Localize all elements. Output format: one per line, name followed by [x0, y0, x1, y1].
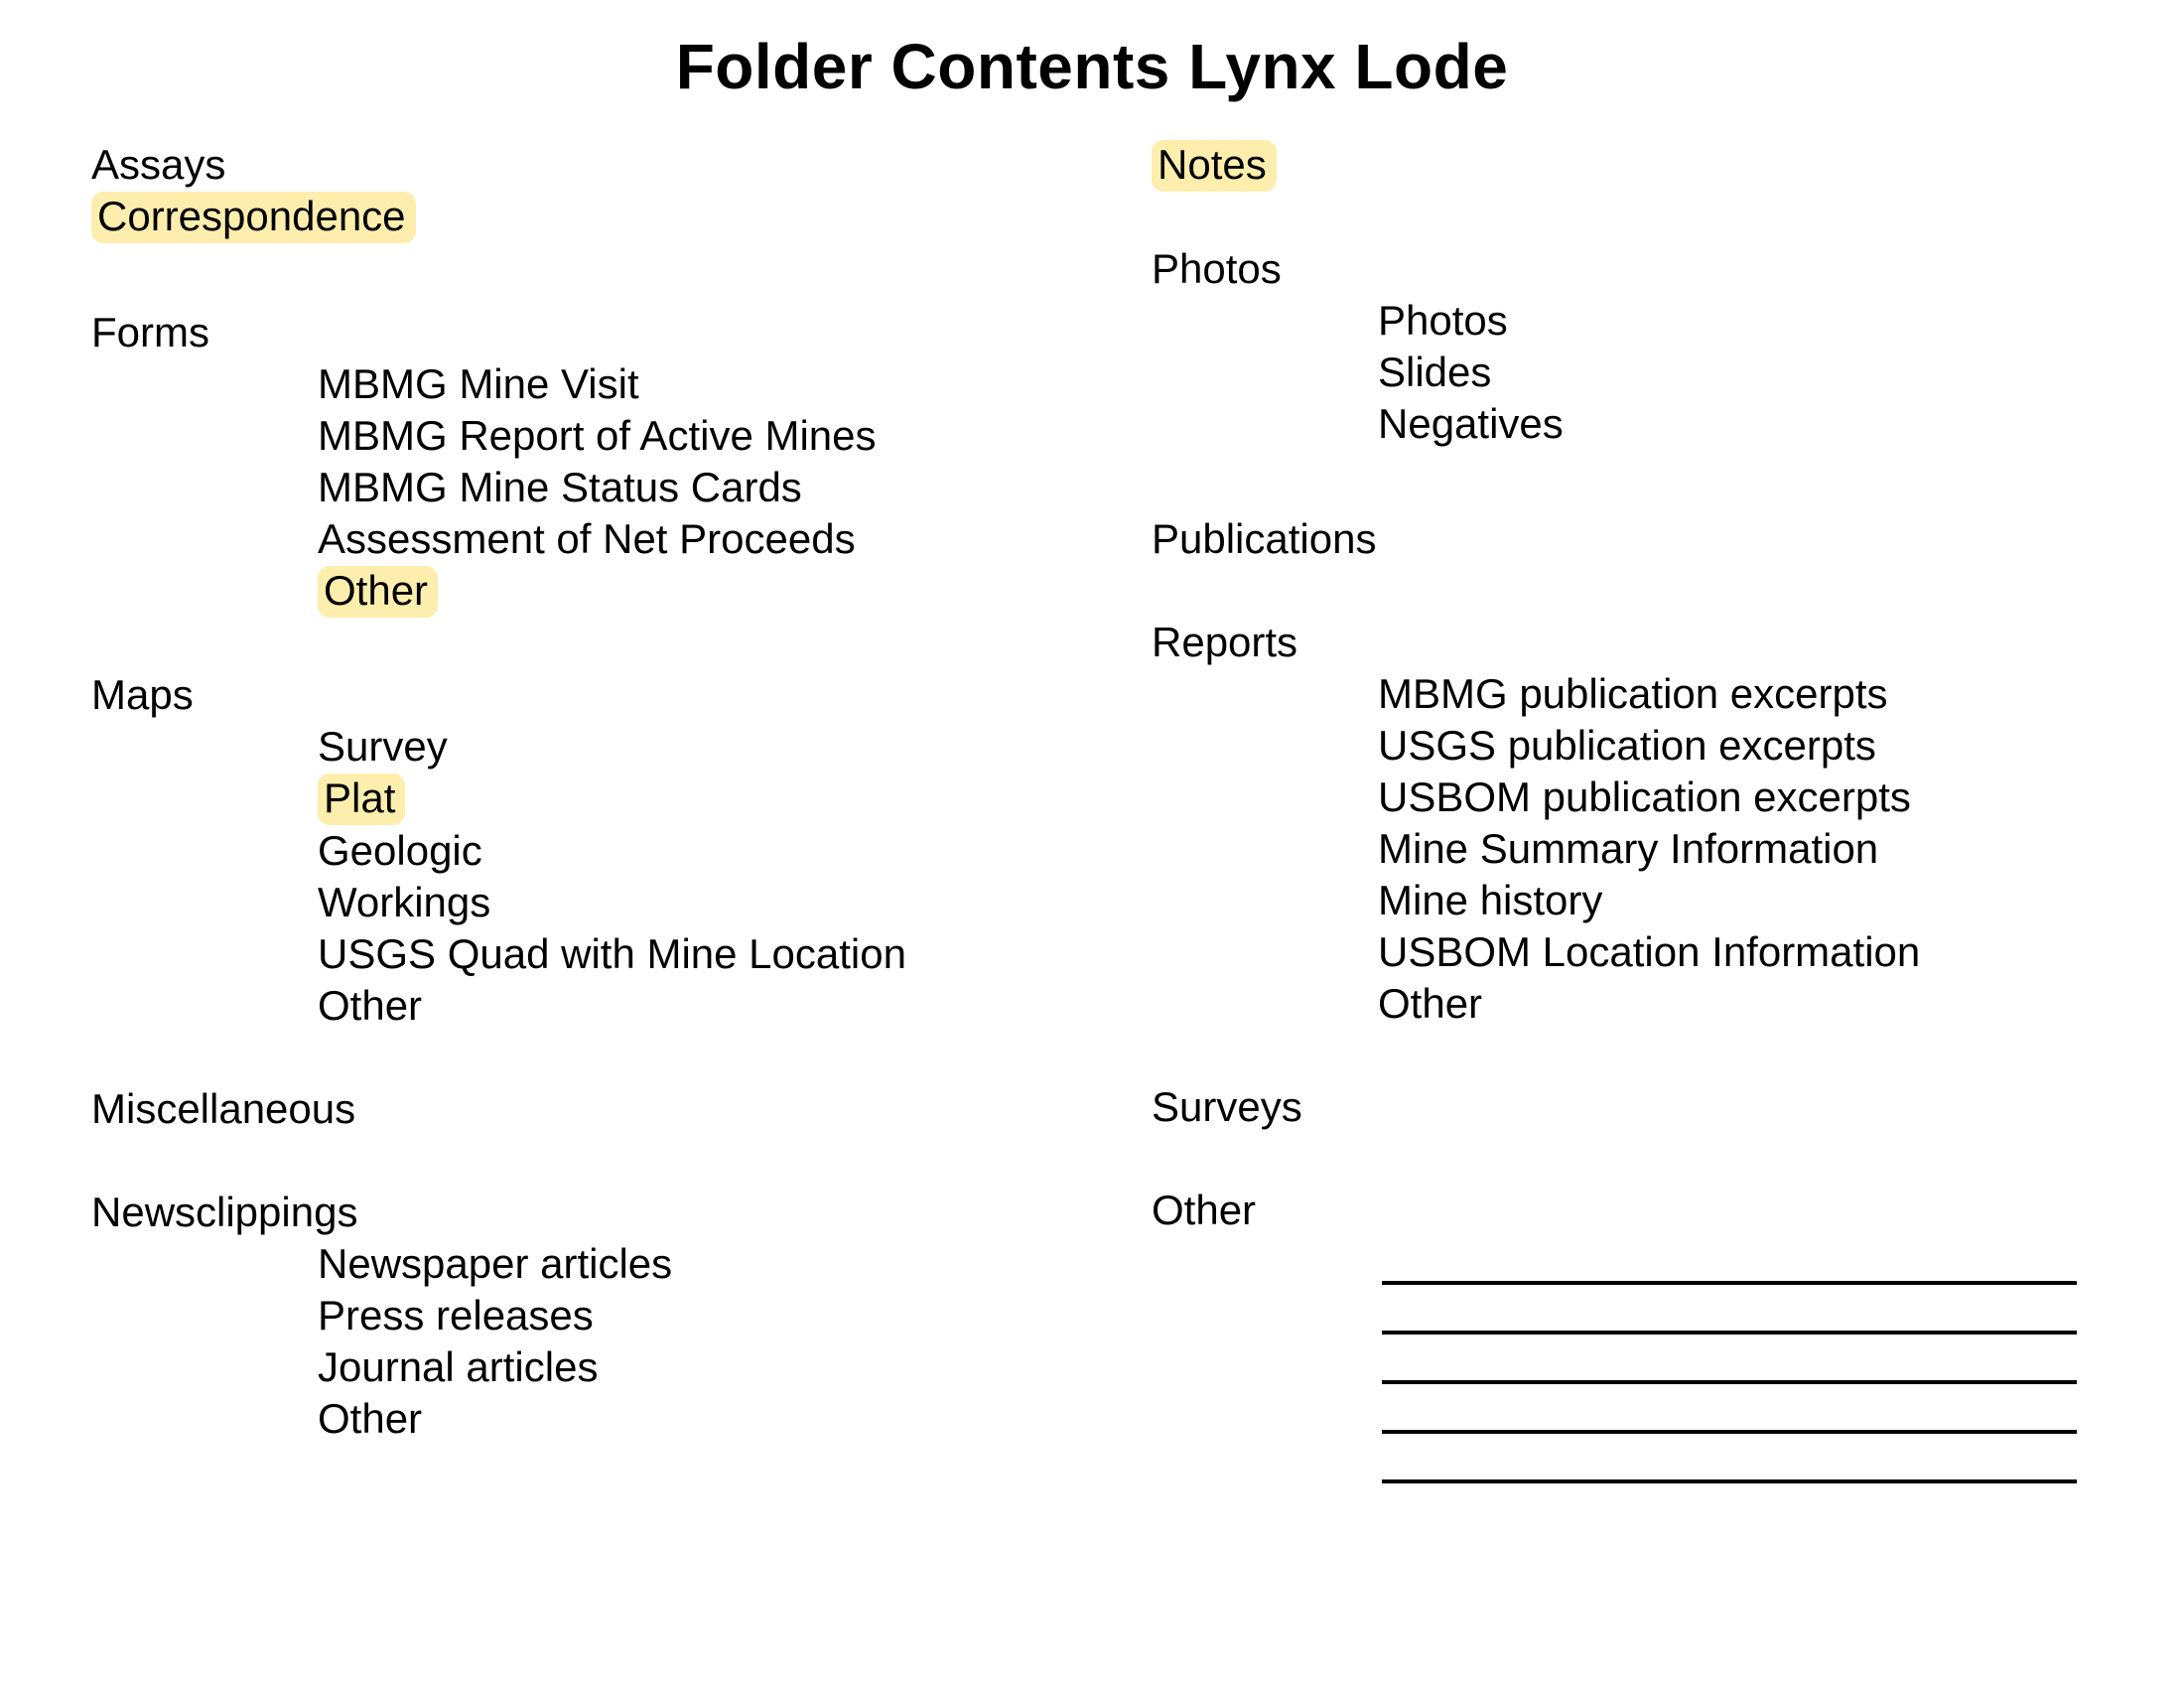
section-other	[1152, 1185, 2095, 1236]
list-item	[1378, 875, 2095, 926]
list-item	[318, 877, 1134, 928]
spacer	[91, 618, 1134, 669]
list-item	[318, 980, 1134, 1032]
list-item	[1378, 668, 2095, 720]
item-label: MBMG Mine Status Cards	[318, 464, 802, 510]
item-label-highlighted: Plat	[318, 774, 405, 825]
item-label: MBMG Mine Visit	[318, 360, 639, 407]
blank-line[interactable]	[1382, 1380, 2077, 1384]
list-item	[1378, 398, 2095, 450]
item-label-highlighted: Other	[318, 566, 438, 618]
list-item	[318, 358, 1134, 410]
list-item	[318, 721, 1134, 773]
item-label: Journal articles	[318, 1343, 599, 1390]
section-label: Surveys	[1152, 1083, 1302, 1130]
spacer	[1152, 1030, 2095, 1081]
list-item	[318, 410, 1134, 462]
blank-line[interactable]	[1382, 1331, 2077, 1335]
blank-line[interactable]	[1382, 1479, 2077, 1483]
item-label: Slides	[1378, 349, 1492, 395]
item-label: USGS Quad with Mine Location	[318, 930, 906, 977]
section-label: Other	[1152, 1187, 1257, 1233]
list-item	[1378, 772, 2095, 823]
spacer	[91, 1135, 1134, 1187]
item-label: MBMG Report of Active Mines	[318, 412, 877, 459]
item-label: Assessment of Net Proceeds	[318, 515, 856, 562]
section-label: Assays	[91, 141, 226, 188]
blank-write-in-lines	[1382, 1281, 2077, 1529]
list-item	[1378, 295, 2095, 347]
section-notes	[1152, 139, 2095, 192]
section-maps	[91, 669, 1134, 721]
section-newsclippings	[91, 1187, 1134, 1238]
item-label: Mine history	[1378, 877, 1603, 923]
item-label: Newspaper articles	[318, 1240, 673, 1287]
item-label: Other	[1378, 980, 1483, 1027]
list-item-highlighted	[318, 773, 1134, 825]
spacer	[91, 1032, 1134, 1083]
list-item	[318, 1290, 1134, 1341]
item-label: Other	[318, 1395, 423, 1442]
list-item	[1378, 720, 2095, 772]
list-item	[318, 1341, 1134, 1393]
list-item	[1378, 978, 2095, 1030]
item-label: USBOM Location Information	[1378, 928, 1921, 975]
right-column	[1152, 139, 2095, 1236]
section-publications	[1152, 513, 2095, 565]
item-label: Press releases	[318, 1292, 594, 1338]
item-label: Photos	[1378, 297, 1508, 344]
left-column	[91, 139, 1134, 1445]
blank-line[interactable]	[1382, 1281, 2077, 1285]
section-label-highlighted: Notes	[1152, 140, 1277, 192]
item-label: Negatives	[1378, 400, 1564, 447]
blank-line[interactable]	[1382, 1430, 2077, 1434]
item-label: Geologic	[318, 827, 482, 874]
section-miscellaneous	[91, 1083, 1134, 1135]
item-label: Mine Summary Information	[1378, 825, 1879, 872]
item-label: Workings	[318, 879, 491, 925]
list-item	[1378, 347, 2095, 398]
item-label: Other	[318, 982, 423, 1029]
item-label: USGS publication excerpts	[1378, 722, 1876, 769]
section-photos	[1152, 243, 2095, 295]
spacer	[1152, 565, 2095, 617]
section-label-highlighted: Correspondence	[91, 192, 416, 243]
list-item	[318, 513, 1134, 565]
list-item-highlighted	[318, 565, 1134, 618]
section-reports	[1152, 617, 2095, 668]
section-label: Photos	[1152, 245, 1282, 292]
section-surveys	[1152, 1081, 2095, 1133]
section-label: Forms	[91, 309, 209, 355]
spacer	[1152, 450, 2095, 513]
list-item	[318, 928, 1134, 980]
section-correspondence	[91, 191, 1134, 243]
spacer	[1152, 192, 2095, 243]
spacer	[1152, 1133, 2095, 1185]
item-label: USBOM publication excerpts	[1378, 774, 1911, 820]
list-item	[318, 825, 1134, 877]
page-title: Folder Contents Lynx Lode	[675, 31, 1509, 102]
list-item	[318, 462, 1134, 513]
section-forms	[91, 307, 1134, 358]
spacer	[91, 243, 1134, 307]
section-label: Reports	[1152, 619, 1298, 665]
item-label: Survey	[318, 723, 448, 770]
section-label: Newsclippings	[91, 1189, 358, 1235]
list-item	[1378, 926, 2095, 978]
list-item	[318, 1393, 1134, 1445]
list-item	[318, 1238, 1134, 1290]
list-item	[1378, 823, 2095, 875]
item-label: MBMG publication excerpts	[1378, 670, 1888, 717]
section-label: Miscellaneous	[91, 1085, 356, 1132]
section-label: Maps	[91, 671, 194, 718]
section-label: Publications	[1152, 515, 1377, 562]
section-assays	[91, 139, 1134, 191]
